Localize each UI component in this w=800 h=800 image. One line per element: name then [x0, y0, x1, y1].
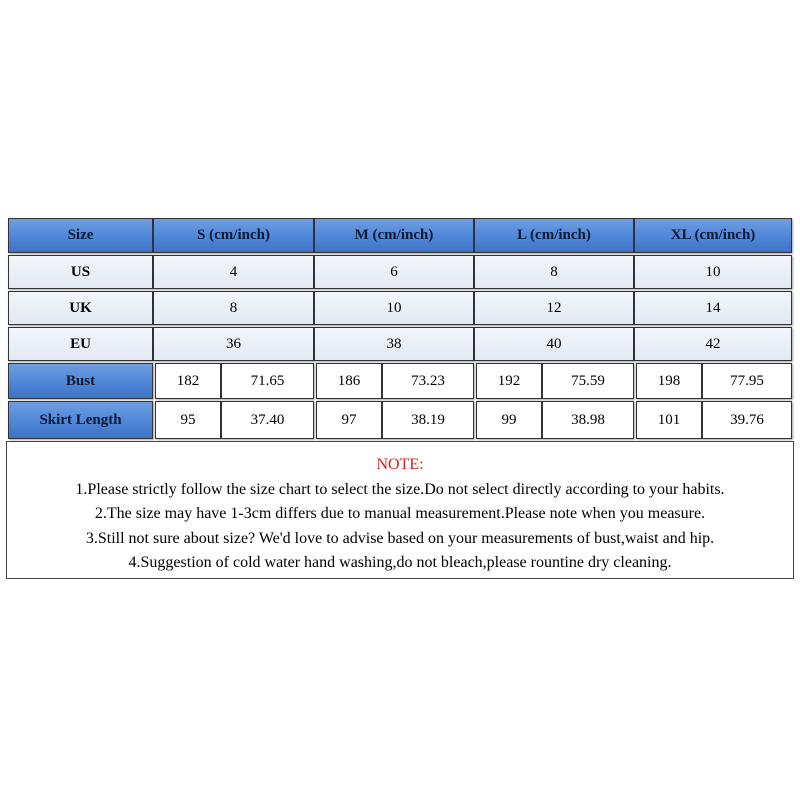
us-m: 6	[314, 255, 474, 289]
notes-box	[6, 441, 794, 579]
bust-l-cm: 192	[476, 363, 542, 399]
note-line-4: 4.Suggestion of cold water hand washing,do not bleach,please rountine dry cleaning.	[128, 554, 672, 571]
skirt-m-inch: 38.19	[382, 401, 474, 439]
row-label-eu: EU	[8, 327, 153, 361]
note-title: NOTE:	[376, 456, 424, 473]
skirt-s-cm: 95	[155, 401, 221, 439]
note-line-3: 3.Still not sure about size? We'd love to advise based on your measurements of bust,waist and hip.	[85, 529, 715, 547]
bust-l-inch: 75.59	[542, 363, 634, 399]
eu-s: 36	[153, 327, 314, 361]
eu-l: 40	[474, 327, 634, 361]
header-size: Size	[8, 218, 153, 253]
skirt-s-inch: 37.40	[221, 401, 314, 439]
header-xl: XL (cm/inch)	[634, 218, 792, 253]
header-l: L (cm/inch)	[474, 218, 634, 253]
bust-xl-cm: 198	[636, 363, 702, 399]
bust-s-cm: 182	[155, 363, 221, 399]
row-label-skirt-length: Skirt Length	[8, 401, 153, 439]
uk-m: 10	[314, 291, 474, 325]
us-xl: 10	[634, 255, 792, 289]
skirt-xl-inch: 39.76	[702, 401, 792, 439]
us-l: 8	[474, 255, 634, 289]
row-label-us: US	[8, 255, 153, 289]
row-label-uk: UK	[8, 291, 153, 325]
us-s: 4	[153, 255, 314, 289]
bust-xl-inch: 77.95	[702, 363, 792, 399]
uk-xl: 14	[634, 291, 792, 325]
bust-m-inch: 73.23	[382, 363, 474, 399]
uk-s: 8	[153, 291, 314, 325]
header-m: M (cm/inch)	[314, 218, 474, 253]
header-s: S (cm/inch)	[153, 218, 314, 253]
skirt-l-cm: 99	[476, 401, 542, 439]
skirt-xl-cm: 101	[636, 401, 702, 439]
eu-m: 38	[314, 327, 474, 361]
note-line-1: 1.Please strictly follow the size chart to select the size.Do not select directly according to your habits.	[75, 480, 725, 498]
skirt-l-inch: 38.98	[542, 401, 634, 439]
bust-s-inch: 71.65	[221, 363, 314, 399]
uk-l: 12	[474, 291, 634, 325]
row-label-bust: Bust	[8, 363, 153, 399]
eu-xl: 42	[634, 327, 792, 361]
skirt-m-cm: 97	[316, 401, 382, 439]
note-line-2: 2.The size may have 1-3cm differs due to manual measurement.Please note when you measure.	[94, 505, 706, 522]
bust-m-cm: 186	[316, 363, 382, 399]
